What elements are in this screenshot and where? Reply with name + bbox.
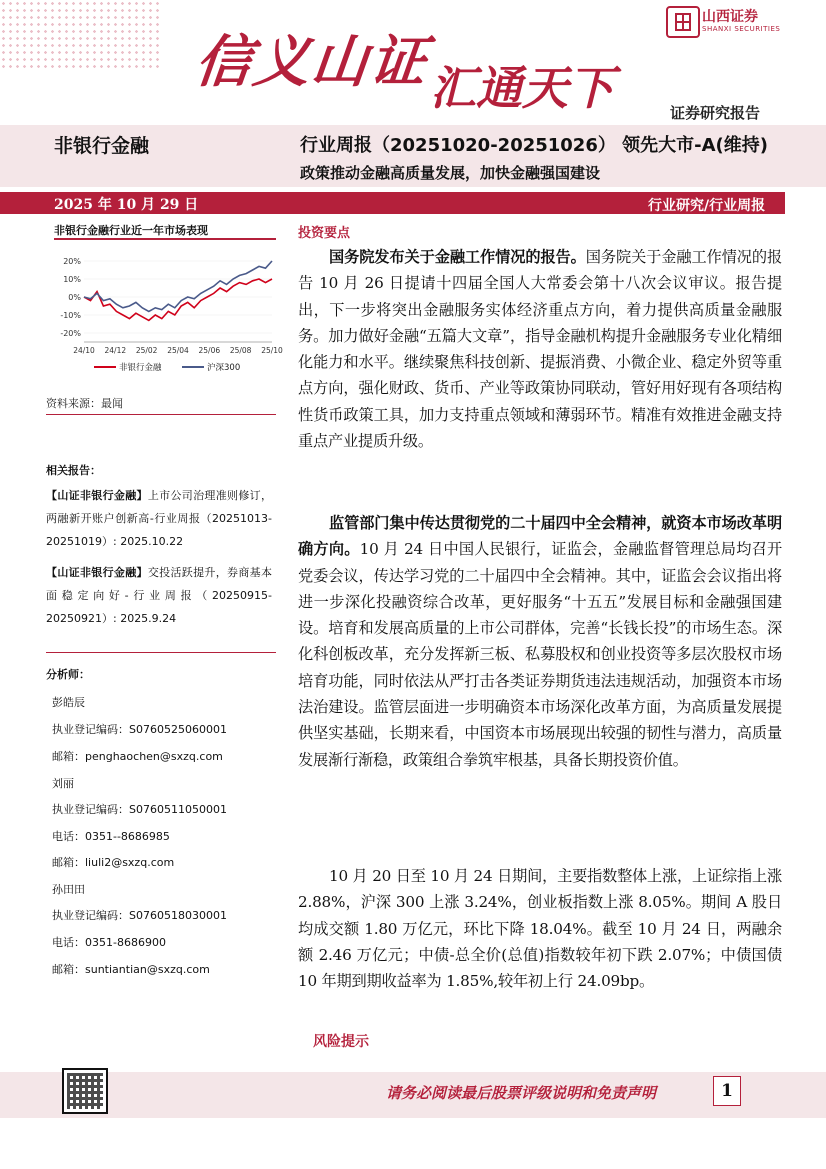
analyst-line: 电话：0351-8686900 bbox=[52, 936, 166, 949]
section-heading: 投资要点 bbox=[298, 226, 351, 241]
brand-slogan-2: 汇通天下 bbox=[430, 61, 614, 115]
page-number: 1 bbox=[713, 1076, 741, 1106]
disclaimer-link[interactable]: 请务必阅读最后股票评级说明和免责声明 bbox=[386, 1084, 657, 1102]
logo-name-en: SHANXI SECURITIES bbox=[702, 25, 781, 33]
related-report-text: 交投活跃提升，券商基本面稳定向好-行业周报（20250915-20250921）: 2025.9.24 bbox=[46, 566, 273, 625]
analyst-email[interactable]: 邮箱：penghaochen@sxzq.com bbox=[52, 750, 223, 763]
paragraph-2-lead: 监管部门集中传达贯彻党的二十届四中全会精神，就资本市场改革明确方向。 bbox=[298, 514, 782, 559]
report-title: 行业周报（20251020-20251026） 领先大市-A(维持) bbox=[300, 135, 768, 156]
chart-title-rule bbox=[54, 238, 276, 240]
x-tick-label: 24/10 bbox=[73, 346, 95, 355]
related-report-tag: 【山证非银行金融】 bbox=[46, 566, 148, 579]
paragraph-1-text: 国务院关于金融工作情况的报告 10 月 26 日提请十四届全国人大常委会第十八次会议审议。报告提出，下一步将突出金融服务实体经济重点方向，着力提供高质量金融服务。加力做好金融“五篇大文章”，指导金融机构提升金融服务专业化精细化能力和水平。继续聚焦科技创新、提振消费、小微企业、稳定外贸等重点方向，强化财政、货币、产业等政策协同联动，管好用好现有各项结构性货币政策工具，加力支持重点领域和薄弱环节。精准有效推进金融支持重点产业提质升级。 bbox=[298, 248, 782, 451]
chart-source: 资料来源：最闻 bbox=[46, 397, 123, 410]
analyst-email[interactable]: 邮箱：suntiantian@sxzq.com bbox=[52, 963, 210, 976]
market-performance-chart bbox=[54, 244, 283, 376]
paragraph-3: 10 月 20 日至 10 月 24 日期间，主要指数整体上涨，上证综指上涨 2.88%，沪深 300 上涨 3.24%，创业板指数上涨 8.05%。期间 A 股日均成交额 1.80 万亿元，环比下降 18.04%。截至 10 月 24 日，两融余额 2.46 万亿元；中债-总全价(总值)指数较年初下跌 2.07%；中债国债 10 年期到期收益率为 1.85%,较年初上行 24.09bp。 bbox=[298, 867, 782, 991]
x-tick-label: 25/08 bbox=[229, 346, 252, 355]
sector-name: 非银行金融 bbox=[54, 135, 150, 157]
y-tick-label: 10% bbox=[63, 275, 81, 284]
source-divider bbox=[46, 414, 276, 415]
report-type-label: 证券研究报告 bbox=[670, 104, 761, 122]
x-tick-label: 25/04 bbox=[167, 346, 189, 355]
header-dot-pattern bbox=[0, 0, 160, 70]
paragraph-2 bbox=[298, 510, 782, 773]
y-tick-label: 0% bbox=[68, 293, 81, 302]
x-tick-label: 25/06 bbox=[198, 346, 221, 355]
x-tick-label: 24/12 bbox=[104, 346, 127, 355]
related-report-text: 上市公司治理准则修订，两融新开账户创新高-行业周报（20251013-20251019）: 2025.10.22 bbox=[46, 489, 273, 548]
related-report-item[interactable] bbox=[46, 484, 272, 553]
paragraph-2-text: 10 月 24 日中国人民银行，证监会，金融监督管理总局均召开党委会议，传达学习党的二十届四中全会精神。其中，证监会会议指出将进一步深化投融资综合改革，更好服务“十五五”发展目标和金融强国建设。培育和发展高质量的上市公司群体，完善“长钱长投”的市场生态。深化科创板改革，充分发挥新三板、私募股权和创业投资等多层次股权市场培育功能，同时依法从严打击各类证券期货违法违规活动，加强资本市场法治建设。监管层面进一步明确资本市场深化改革方面，为高质量发展提供坚实基础，长期来看，中国资本市场展现出较强的韧性与潜力，高质量发展渐行渐稳，政策组合拳筑牢根基，具备长期投资价值。 bbox=[298, 540, 783, 769]
report-date: 2025 年 10 月 29 日 bbox=[54, 197, 199, 213]
analysts-heading: 分析师： bbox=[46, 668, 90, 681]
analyst-line: 刘丽 bbox=[52, 777, 74, 790]
analyst-email[interactable]: 邮箱：liuli2@sxzq.com bbox=[52, 856, 175, 869]
related-report-item[interactable] bbox=[46, 561, 272, 630]
x-tick-label: 25/02 bbox=[135, 346, 158, 355]
paragraph-1 bbox=[298, 244, 782, 454]
related-report-tag: 【山证非银行金融】 bbox=[46, 489, 148, 502]
analyst-line: 执业登记编码：S0760525060001 bbox=[52, 723, 227, 736]
y-tick-label: 20% bbox=[63, 257, 81, 266]
legend-label: 非银行金融 bbox=[119, 363, 162, 373]
report-category: 行业研究/行业周报 bbox=[648, 198, 766, 214]
y-tick-label: -20% bbox=[60, 329, 81, 338]
y-tick-label: -10% bbox=[60, 311, 81, 320]
qr-code-icon bbox=[62, 1068, 108, 1114]
report-subtitle: 政策推动金融高质量发展，加快金融强国建设 bbox=[300, 164, 601, 182]
company-logo-icon bbox=[666, 6, 700, 38]
analyst-line: 孙田田 bbox=[52, 883, 85, 896]
analyst-line: 彭皓辰 bbox=[52, 696, 85, 709]
risk-heading: 风险提示 bbox=[313, 1034, 369, 1050]
logo-name-cn: 山西证券 bbox=[702, 9, 758, 25]
related-divider bbox=[46, 652, 276, 653]
brand-slogan-1: 信义山证 bbox=[192, 29, 432, 95]
analyst-line: 执业登记编码：S0760518030001 bbox=[52, 909, 227, 922]
analyst-line: 执业登记编码：S0760511050001 bbox=[52, 803, 227, 816]
legend-label: 沪深300 bbox=[207, 363, 241, 373]
series-line-沪深300 bbox=[84, 261, 272, 311]
analyst-line: 电话：0351--8686985 bbox=[52, 830, 170, 843]
x-tick-label: 25/10 bbox=[261, 346, 283, 355]
paragraph-1-lead: 国务院发布关于金融工作情况的报告。 bbox=[329, 248, 586, 266]
related-reports-heading: 相关报告： bbox=[46, 464, 101, 477]
chart-title: 非银行金融行业近一年市场表现 bbox=[54, 224, 208, 237]
